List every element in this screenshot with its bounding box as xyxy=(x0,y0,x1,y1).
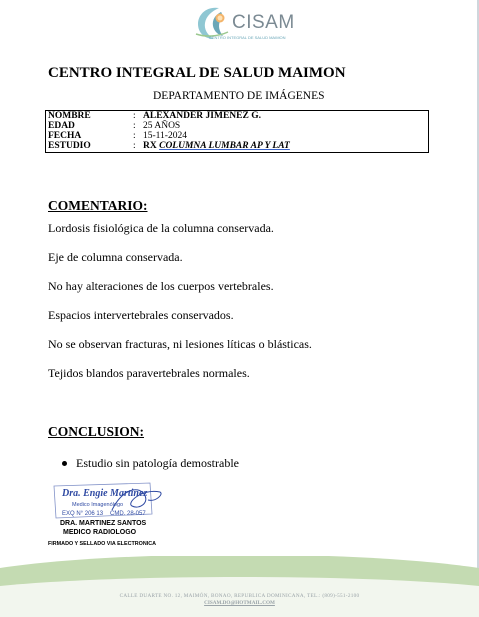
age-label: EDAD xyxy=(48,121,75,131)
stamp-exq: EXQ N° 206 13 xyxy=(62,511,104,517)
comment-line: Tejidos blandos paravertebrales normales. xyxy=(48,366,250,380)
signature-note: FIRMADO Y SELLADO VIA ELECTRONICA xyxy=(48,541,157,547)
study-prefix: RX xyxy=(143,141,157,151)
patient-info-box xyxy=(45,110,429,153)
institution-title: CENTRO INTEGRAL DE SALUD MAIMON xyxy=(48,65,346,81)
study-label: ESTUDIO xyxy=(48,141,91,151)
conclusion-heading: CONCLUSION: xyxy=(48,424,145,439)
study-separator: : xyxy=(133,141,136,151)
comment-line: No se observan fracturas, ni lesiones líticas o blásticas. xyxy=(48,337,312,351)
name-label: NOMBRE xyxy=(48,111,91,121)
date-value: 15-11-2024 xyxy=(143,131,187,141)
comment-line: Lordosis fisiológica de la columna conservada. xyxy=(48,221,274,235)
stamp-name: Dra. Engie Martinez xyxy=(62,488,148,499)
date-separator: : xyxy=(133,131,136,141)
cisam-logo xyxy=(193,4,293,42)
footer-wave xyxy=(0,556,479,617)
age-value: 25 AÑOS xyxy=(143,121,181,131)
doctor-name: DRA. MARTINEZ SANTOS xyxy=(60,520,147,527)
comment-line: Espacios intervertebrales conservados. xyxy=(48,308,234,322)
doctor-role: MEDICO RADIOLOGO xyxy=(63,529,137,536)
logo-subtitle: CENTRO INTEGRAL DE SALUD MAIMON xyxy=(209,35,286,40)
department-title: DEPARTAMENTO DE IMÁGENES xyxy=(153,90,325,102)
footer-address: CALLE DUARTE NO. 12, MAIMÓN, BONAO, REPUBLICA DOMINICANA, TEL.: (809)-551-2100 xyxy=(119,593,360,599)
conclusion-item-text: Estudio sin patología demostrable xyxy=(76,456,239,470)
date-label: FECHA xyxy=(48,131,82,141)
name-value: ALEXANDER JIMENEZ G. xyxy=(143,111,261,121)
comment-line: No hay alteraciones de los cuerpos vertebrales. xyxy=(48,279,274,293)
stamp-role: Medico Imagenólogo xyxy=(72,502,124,508)
age-separator: : xyxy=(133,121,136,131)
bullet-icon xyxy=(62,461,67,466)
name-separator: : xyxy=(133,111,136,121)
comment-line: Eje de columna conservada. xyxy=(48,250,183,264)
footer-email: CISAM.DO@HOTMAIL.COM xyxy=(204,600,275,606)
comment-heading: COMENTARIO: xyxy=(48,198,148,213)
logo-text: CISAM xyxy=(232,12,295,33)
stamp-cmd: CMD. 28-057 xyxy=(110,511,146,517)
study-value: COLUMNA LUMBAR AP Y LAT xyxy=(159,141,290,151)
study-value-wrap xyxy=(143,141,290,152)
